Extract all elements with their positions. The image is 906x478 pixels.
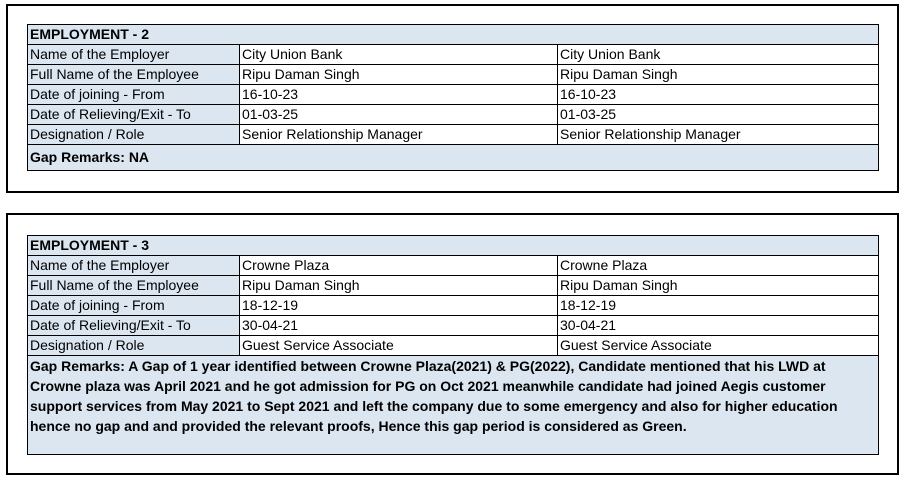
claimed-value: 30-04-21	[240, 316, 558, 336]
verified-value: Ripu Daman Singh	[558, 65, 879, 85]
verified-value: 30-04-21	[558, 316, 879, 336]
employment-3-panel	[6, 213, 899, 475]
verified-value: Senior Relationship Manager	[558, 125, 879, 145]
table-row	[28, 125, 879, 145]
row-label: Date of Relieving/Exit - To	[28, 105, 240, 125]
row-label: Full Name of the Employee	[28, 65, 240, 85]
verified-value: 16-10-23	[558, 85, 879, 105]
employment-3-table	[27, 235, 879, 455]
table-header-row	[28, 236, 879, 256]
claimed-value: City Union Bank	[240, 45, 558, 65]
table-row	[28, 45, 879, 65]
claimed-value: Ripu Daman Singh	[240, 276, 558, 296]
table-row	[28, 85, 879, 105]
row-label: Date of joining - From	[28, 85, 240, 105]
table-header-row	[28, 25, 879, 45]
employment-3-heading: EMPLOYMENT - 3	[28, 236, 879, 256]
verified-value: Guest Service Associate	[558, 336, 879, 356]
gap-remarks: Gap Remarks: A Gap of 1 year identified between Crowne Plaza(2021) & PG(2022), Candidate mentioned that his LWD at Crowne plaza was April 2021 and he got admission for PG on Oct 2021 meanwhile candidate had joined Aegis customer support services from May 2021 to Sept 2021 and left the company due to some emergency and also for higher education hence no gap and and provided the relevant proofs, Hence this gap period is considered as Green.	[28, 356, 879, 455]
gap-remarks: Gap Remarks: NA	[28, 145, 879, 171]
row-label: Date of Relieving/Exit - To	[28, 316, 240, 336]
claimed-value: 18-12-19	[240, 296, 558, 316]
verified-value: Crowne Plaza	[558, 256, 879, 276]
row-label: Name of the Employer	[28, 45, 240, 65]
claimed-value: Guest Service Associate	[240, 336, 558, 356]
employment-2-table	[27, 24, 879, 171]
row-label: Date of joining - From	[28, 296, 240, 316]
claimed-value: Senior Relationship Manager	[240, 125, 558, 145]
verified-value: Ripu Daman Singh	[558, 276, 879, 296]
table-row	[28, 336, 879, 356]
remarks-row	[28, 145, 879, 171]
verified-value: City Union Bank	[558, 45, 879, 65]
row-label: Full Name of the Employee	[28, 276, 240, 296]
table-row	[28, 65, 879, 85]
row-label: Designation / Role	[28, 125, 240, 145]
claimed-value: 16-10-23	[240, 85, 558, 105]
verified-value: 18-12-19	[558, 296, 879, 316]
verified-value: 01-03-25	[558, 105, 879, 125]
table-row	[28, 316, 879, 336]
claimed-value: Crowne Plaza	[240, 256, 558, 276]
claimed-value: 01-03-25	[240, 105, 558, 125]
claimed-value: Ripu Daman Singh	[240, 65, 558, 85]
remarks-row	[28, 356, 879, 455]
employment-2-heading: EMPLOYMENT - 2	[28, 25, 879, 45]
table-row	[28, 276, 879, 296]
row-label: Name of the Employer	[28, 256, 240, 276]
row-label: Designation / Role	[28, 336, 240, 356]
table-row	[28, 105, 879, 125]
table-row	[28, 256, 879, 276]
employment-2-panel	[6, 4, 899, 193]
table-row	[28, 296, 879, 316]
